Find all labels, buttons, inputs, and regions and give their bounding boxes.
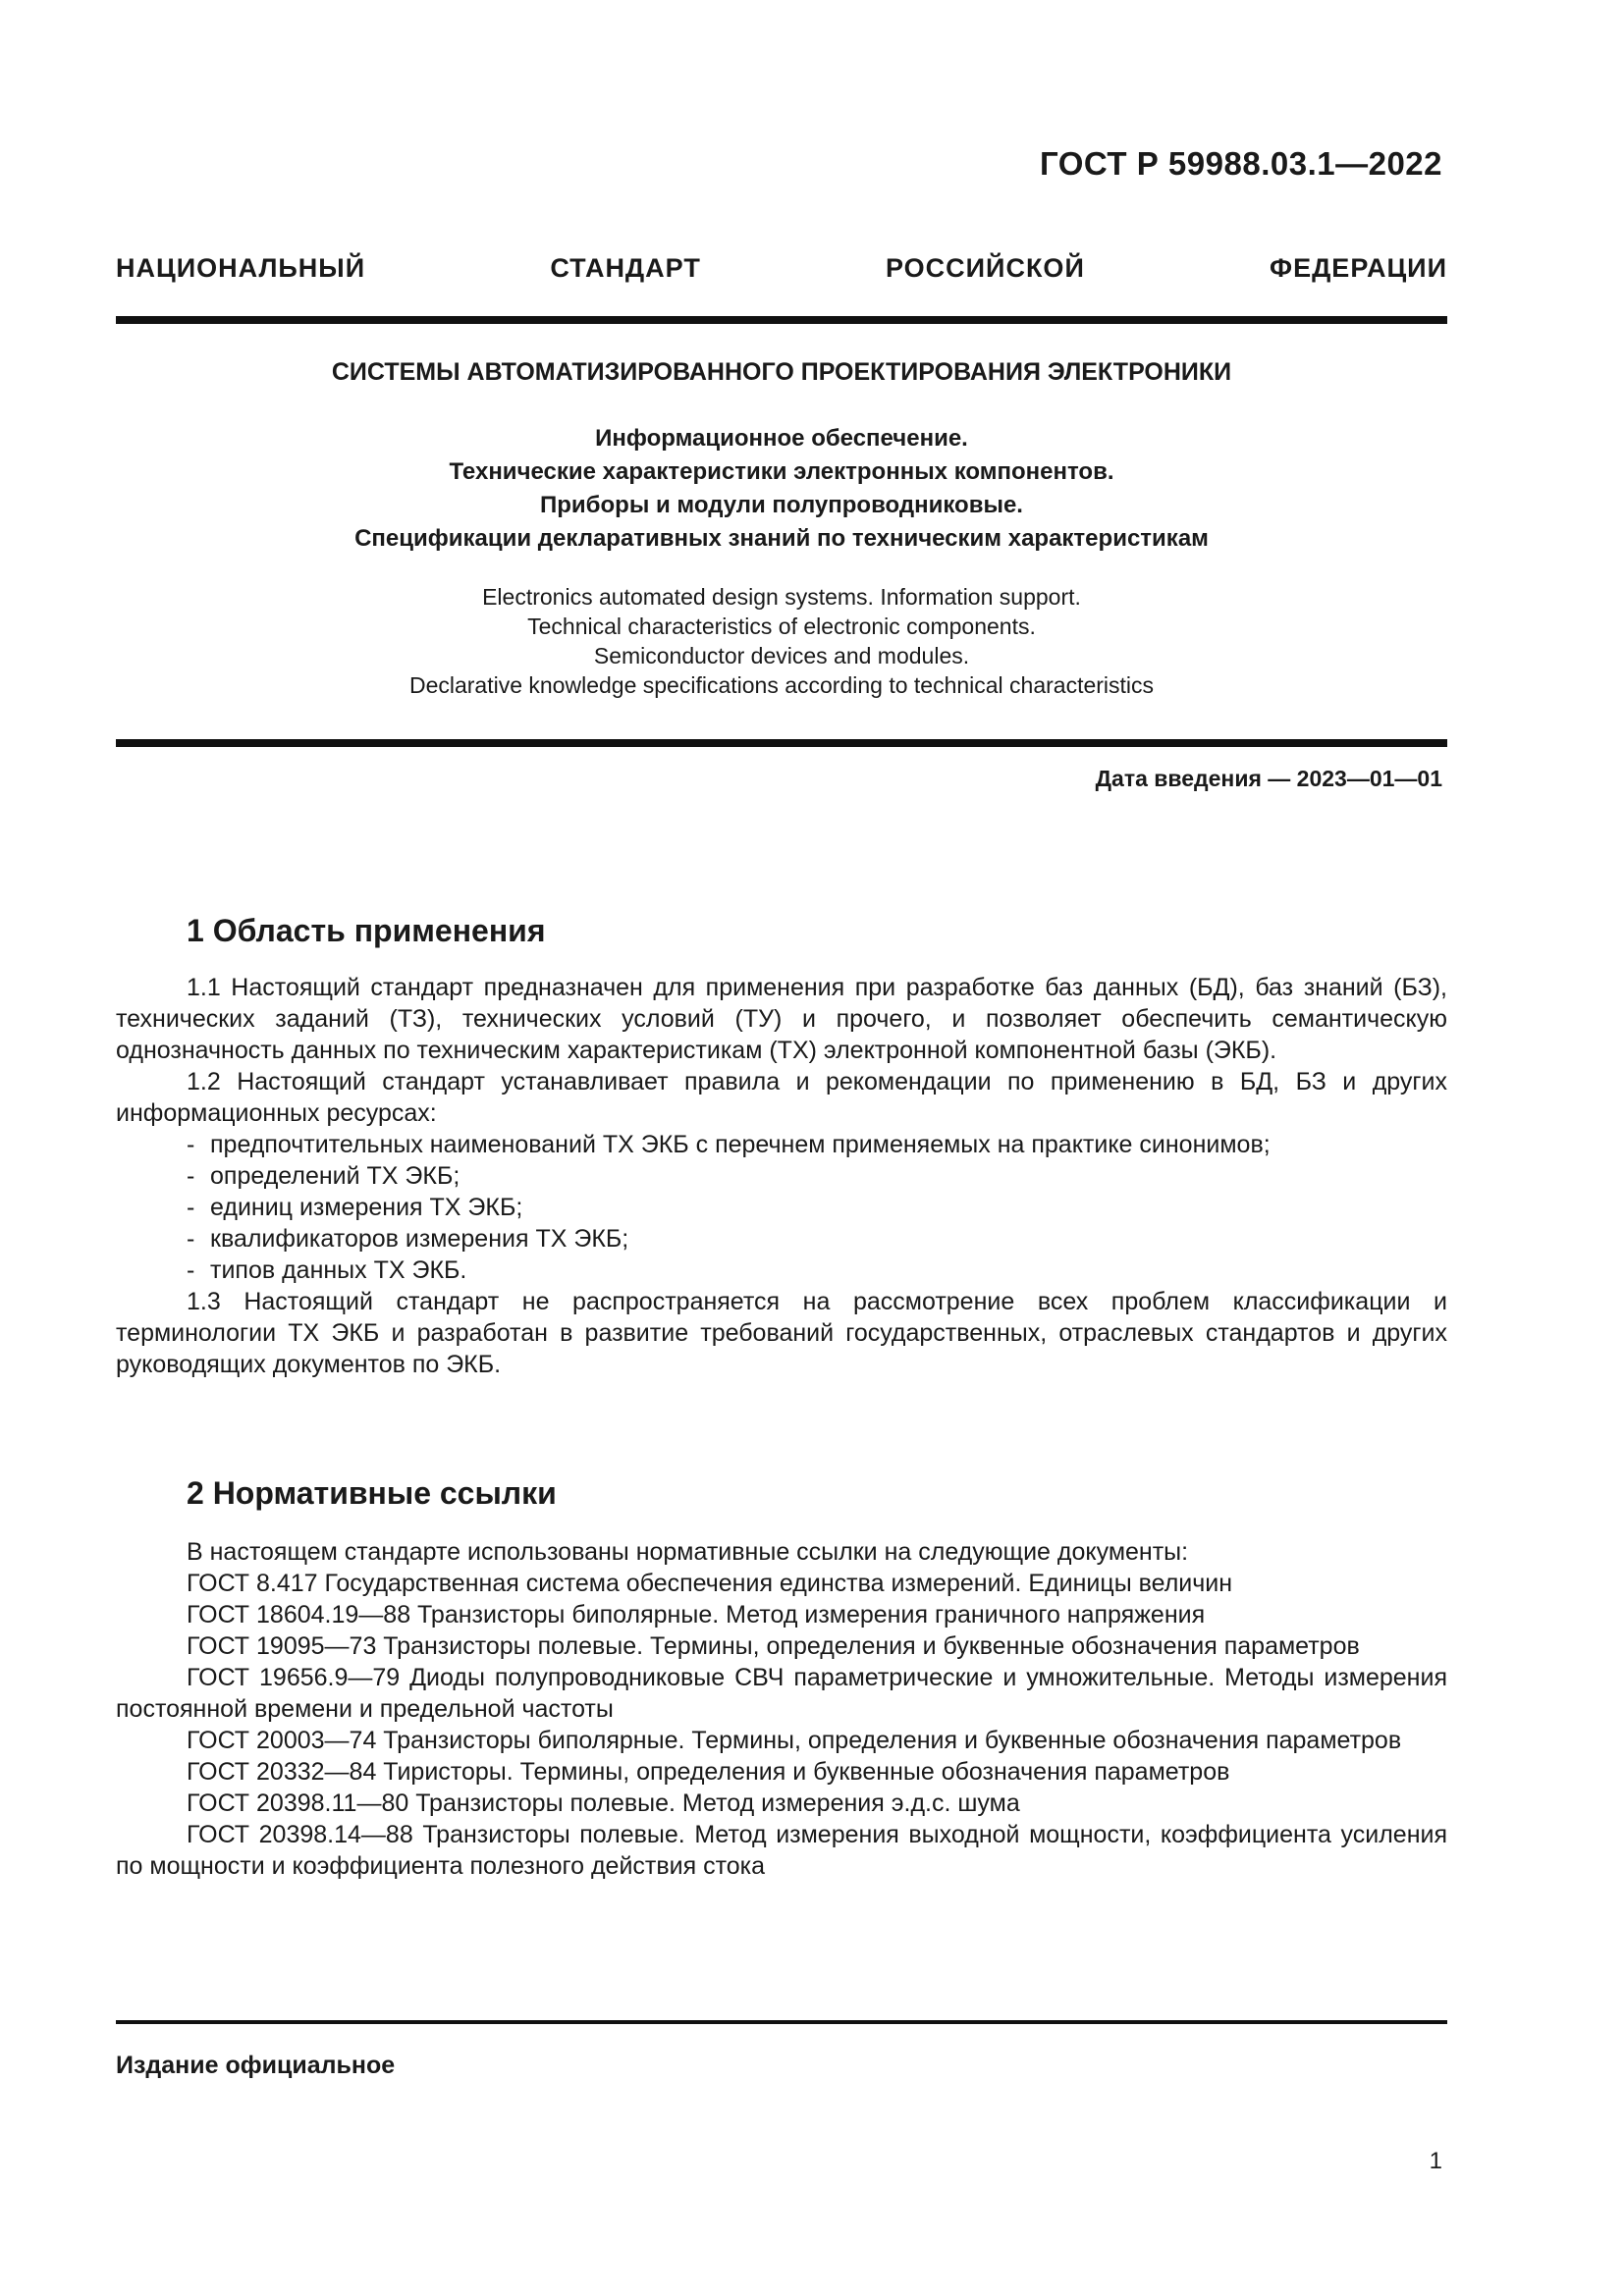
subtitle-line: Приборы и модули полупроводниковые.	[540, 492, 1023, 518]
subtitle-line: Информационное обеспечение.	[595, 425, 968, 452]
list-item: - единиц измерения ТХ ЭКБ;	[187, 1194, 523, 1221]
paragraph-1-2: 1.2 Настоящий стандарт устанавливает правила и рекомендации по применению в БД, БЗ и других информационных ресурсах:	[116, 1068, 1447, 1127]
reference-item: ГОСТ 8.417 Государственная система обеспечения единства измерений. Единицы величин	[187, 1570, 1233, 1597]
reference-item: ГОСТ 20003—74 Транзисторы биполярные. Термины, определения и буквенные обозначения параметров	[187, 1727, 1402, 1754]
section-2-body	[116, 1536, 1447, 1882]
section-1-heading: 1 Область применения	[187, 913, 546, 948]
english-title	[116, 582, 1447, 700]
reference-item: ГОСТ 19095—73 Транзисторы полевые. Термины, определения и буквенные обозначения параметров	[187, 1632, 1360, 1660]
footer-divider	[116, 2020, 1447, 2024]
reference-item: ГОСТ 19656.9—79 Диоды полупроводниковые СВЧ параметрические и умножительные. Методы измерения постоянной времени и предельной частоты	[116, 1664, 1447, 1723]
subtitle-line: Технические характеристики электронных компонентов.	[449, 458, 1114, 485]
title-divider	[116, 739, 1447, 747]
english-title-line: Semiconductor devices and modules.	[593, 643, 970, 668]
reference-item: ГОСТ 18604.19—88 Транзисторы биполярные. Метод измерения граничного напряжения	[187, 1601, 1206, 1629]
section-1-body	[116, 972, 1447, 1380]
paragraph-1-1: 1.1 Настоящий стандарт предназначен для применения при разработке баз данных (БД), баз знаний (БЗ), технических заданий (ТЗ), технических условий (ТУ) и прочего, и позволяет обеспечить семантическую однозначность данных по техническим характеристикам (ТХ) электронной компонентной базы (ЭКБ).	[116, 974, 1447, 1064]
scope-list	[116, 1129, 1447, 1286]
section-2-heading: 2 Нормативные ссылки	[187, 1475, 557, 1511]
english-title-line: Electronics automated design systems. Information support.	[482, 584, 1081, 610]
list-item: - квалификаторов измерения ТХ ЭКБ;	[187, 1225, 629, 1253]
paragraph-1-3: 1.3 Настоящий стандарт не распространяется на рассмотрение всех проблем классификации и терминологии ТХ ЭКБ и разработан в развитие требований государственных, отраслевых стандартов и других руководящих документов по ЭКБ.	[116, 1288, 1447, 1378]
list-item: - типов данных ТХ ЭКБ.	[187, 1256, 467, 1284]
subtitle-line: Спецификации декларативных знаний по техническим характеристикам	[354, 525, 1209, 552]
national-standard-banner: НАЦИОНАЛЬНЫЙ СТАНДАРТ РОССИЙСКОЙ ФЕДЕРАЦИИ	[116, 253, 1447, 283]
page-number: 1	[1429, 2148, 1442, 2174]
introduction-date: Дата введения — 2023—01—01	[1095, 766, 1442, 791]
english-title-line: Declarative knowledge specifications according to technical characteristics	[408, 672, 1155, 698]
list-item: - предпочтительных наименований ТХ ЭКБ с перечнем применяемых на практике синонимов;	[187, 1131, 1271, 1158]
top-divider	[116, 316, 1447, 324]
reference-item: ГОСТ 20398.14—88 Транзисторы полевые. Метод измерения выходной мощности, коэффициента усиления по мощности и коэффициента полезного действия стока	[116, 1821, 1447, 1880]
document-code: ГОСТ Р 59988.03.1—2022	[1039, 145, 1442, 182]
list-item: - определений ТХ ЭКБ;	[187, 1162, 460, 1190]
english-title-line: Technical characteristics of electronic components.	[527, 614, 1036, 639]
subtitle	[116, 422, 1447, 556]
reference-item: ГОСТ 20398.11—80 Транзисторы полевые. Метод измерения э.д.с. шума	[187, 1789, 1020, 1817]
references-intro: В настоящем стандарте использованы нормативные ссылки на следующие документы:	[187, 1538, 1189, 1566]
reference-item: ГОСТ 20332—84 Тиристоры. Термины, определения и буквенные обозначения параметров	[187, 1758, 1230, 1786]
main-title: СИСТЕМЫ АВТОМАТИЗИРОВАННОГО ПРОЕКТИРОВАНИЯ ЭЛЕКТРОНИКИ	[331, 358, 1232, 386]
official-edition-label: Издание официальное	[116, 2052, 396, 2079]
